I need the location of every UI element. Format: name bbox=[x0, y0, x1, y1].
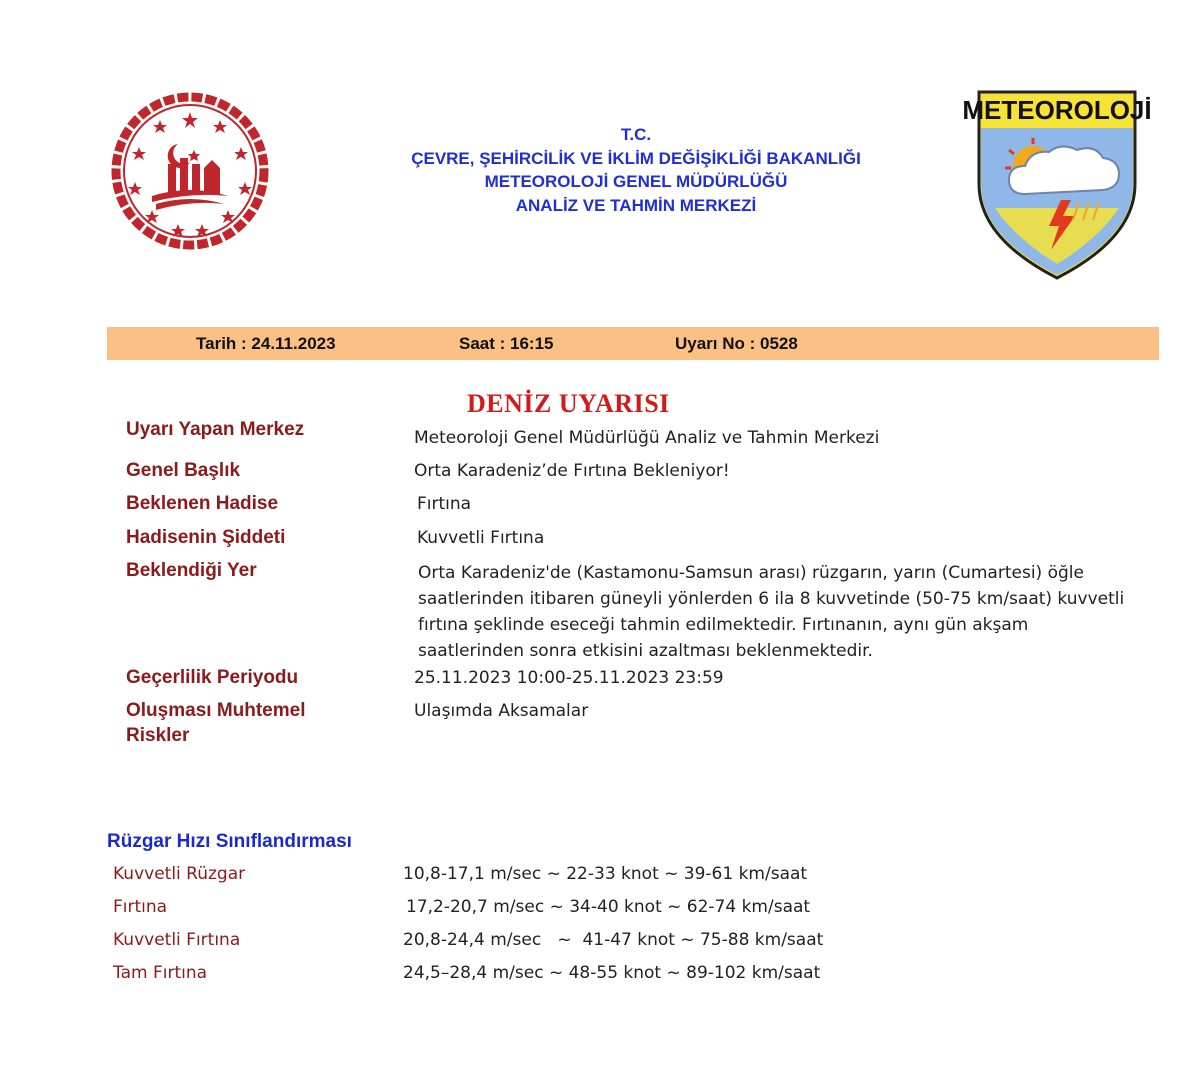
field-value-risks: Ulaşımda Aksamalar bbox=[414, 701, 589, 721]
field-label-location: Beklendiği Yer bbox=[126, 560, 257, 581]
field-label-center: Uyarı Yapan Merkez bbox=[126, 419, 305, 440]
wind-value-storm: 17,2-20,7 m/sec ~ 34-40 knot ~ 62-74 km/saat bbox=[406, 897, 811, 917]
field-value-headline: Orta Karadeniz’de Fırtına Bekleniyor! bbox=[414, 461, 730, 481]
wind-section-title: Rüzgar Hızı Sınıflandırması bbox=[107, 831, 352, 852]
header-center: ANALİZ VE TAHMİN MERKEZİ bbox=[515, 196, 757, 215]
document-title: DENİZ UYARISI bbox=[467, 389, 670, 418]
header-directorate: METEOROLOJİ GENEL MÜDÜRLÜĞÜ bbox=[484, 172, 788, 191]
wind-value-strong-storm: 20,8-24,4 m/sec ~ 41-47 knot ~ 75-88 km/saat bbox=[403, 930, 824, 950]
field-label-validity: Geçerlilik Periyodu bbox=[126, 667, 299, 688]
field-label-severity: Hadisenin Şiddeti bbox=[126, 527, 286, 548]
wind-value-full-storm: 24,5–28,4 m/sec ~ 48-55 knot ~ 89-102 km/saat bbox=[403, 963, 821, 983]
logo-lettering: METEOROLOJİ bbox=[962, 95, 1152, 125]
time-text: Saat : 16:15 bbox=[459, 334, 554, 353]
wind-label-strong-wind: Kuvvetli Rüzgar bbox=[113, 864, 246, 884]
meteoroloji-shield-logo bbox=[962, 88, 1152, 282]
ministry-seal-logo bbox=[108, 92, 272, 250]
info-bar bbox=[107, 327, 1159, 360]
wind-label-strong-storm: Kuvvetli Fırtına bbox=[113, 930, 241, 950]
field-label-event: Beklenen Hadise bbox=[126, 493, 279, 514]
date-text: Tarih : 24.11.2023 bbox=[196, 334, 336, 353]
field-value-validity: 25.11.2023 10:00-25.11.2023 23:59 bbox=[414, 668, 724, 688]
field-label-risks: Oluşması Muhtemel Riskler bbox=[126, 700, 306, 746]
warning-number-text: Uyarı No : 0528 bbox=[675, 334, 798, 353]
wind-label-storm: Fırtına bbox=[113, 897, 168, 917]
field-value-severity: Kuvvetli Fırtına bbox=[417, 528, 545, 548]
field-value-location: Orta Karadeniz'de (Kastamonu-Samsun arası) rüzgarın, yarın (Cumartesi) öğle saatlerinden itibaren güneyli yönlerden 6 ila 8 kuvvetinde (50-75 km/saat) kuvvetli fırtına şeklinde eseceği tahmin edilmektedir. Fırtınanın, aynı gün akşam saatlerinden sonra etkisini azaltması beklenmektedir. bbox=[418, 563, 1125, 661]
wind-value-strong-wind: 10,8-17,1 m/sec ~ 22-33 knot ~ 39-61 km/saat bbox=[403, 864, 808, 884]
header-tc: T.C. bbox=[620, 125, 652, 144]
wind-label-full-storm: Tam Fırtına bbox=[113, 963, 208, 983]
field-label-headline: Genel Başlık bbox=[126, 460, 241, 481]
field-value-event: Fırtına bbox=[417, 494, 472, 514]
field-value-center: Meteoroloji Genel Müdürlüğü Analiz ve Tahmin Merkezi bbox=[414, 428, 880, 448]
header-ministry: ÇEVRE, ŞEHİRCİLİK VE İKLİM DEĞİŞİKLİĞİ BAKANLIĞI bbox=[411, 149, 861, 168]
